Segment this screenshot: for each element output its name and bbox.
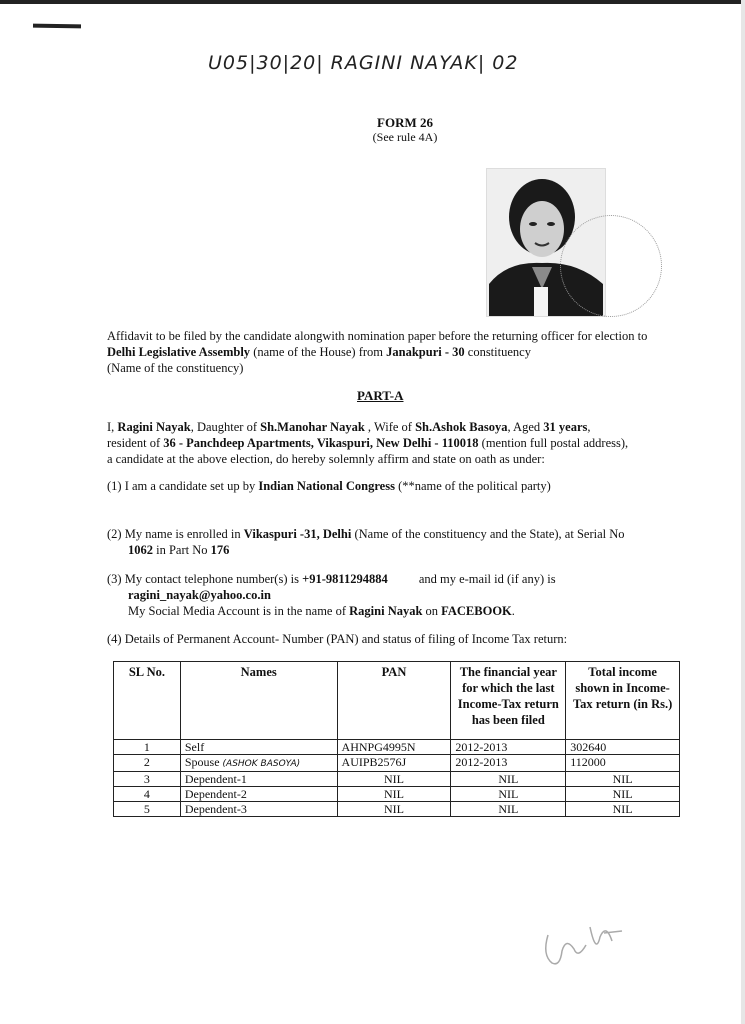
cell-year: NIL [451, 772, 566, 787]
part-a-heading: PART-A [357, 388, 404, 403]
form-rule: (See rule 4A) [372, 130, 438, 144]
cell-sl-no: 1 [114, 740, 181, 755]
cell-income: 302640 [566, 740, 680, 755]
phone-number: +91-9811294884 [302, 572, 388, 586]
item-text: (3) My contact telephone number(s) is [107, 572, 303, 586]
part-number: 176 [210, 543, 230, 557]
father-name: Sh.Manohar Nayak [260, 420, 365, 434]
cell-income: 112000 [566, 755, 680, 772]
table-row [114, 740, 680, 755]
table-row [114, 802, 680, 817]
cell-sl-no: 4 [114, 787, 181, 802]
header-names: Names [180, 662, 337, 740]
cell-year: 2012-2013 [451, 740, 566, 755]
candidate-name: Ragini Nayak [117, 420, 191, 434]
intro-text: Affidavit to be filed by the candidate alongwith nomination paper before the returning officer for election to [107, 329, 648, 343]
top-border [0, 0, 745, 4]
cell-pan: NIL [337, 787, 451, 802]
item-2 [107, 526, 672, 558]
cell-name: Self [180, 740, 337, 755]
header-sl-no: SL No. [114, 662, 181, 740]
intro-text: (name of the House) from [250, 345, 387, 359]
header-financial-year: The financial year for which the last Income-Tax return has been filed [451, 662, 566, 740]
enrolled-constituency: Vikaspuri -31, Delhi [243, 527, 352, 541]
cell-name: Dependent-3 [180, 802, 337, 817]
item-text: My Social Media Account is in the name of [128, 604, 350, 618]
cell-income: NIL [566, 802, 680, 817]
pan-table [113, 661, 680, 817]
cell-year: 2012-2013 [451, 755, 566, 772]
cell-year: NIL [451, 787, 566, 802]
cell-pan: NIL [337, 802, 451, 817]
cell-sl-no: 2 [114, 755, 181, 772]
item-text: (1) I am a candidate set up by [107, 479, 259, 493]
item-text: (Name of the constituency and the State), at Serial No [351, 527, 625, 541]
form-title: FORM 26 [377, 115, 433, 130]
item-text: and my e-mail id (if any) is [418, 572, 556, 586]
cell-pan: AUIPB2576J [337, 755, 451, 772]
item-text: on [422, 604, 442, 618]
cell-name: Dependent-2 [180, 787, 337, 802]
handwritten-spouse-note: (ASHOK BASOYA) [222, 759, 301, 769]
cell-pan: AHNPG4995N [337, 740, 451, 755]
declaration-text: , Daughter of [190, 420, 261, 434]
email-address: ragini_nayak@yahoo.co.in [128, 588, 271, 602]
cell-year: NIL [451, 802, 566, 817]
item-text: . [511, 604, 515, 618]
party-name: Indian National Congress [258, 479, 395, 493]
cell-name-text: Spouse [184, 755, 220, 769]
signature-scribble [540, 915, 630, 980]
item-3 [107, 571, 672, 619]
declaration-text: , [587, 420, 591, 434]
table-row [114, 755, 680, 772]
serial-number: 1062 [128, 543, 153, 557]
cell-income: NIL [566, 772, 680, 787]
item-text: (2) My name is enrolled in [107, 527, 244, 541]
declaration-text: a candidate at the above election, do hereby solemnly affirm and state on oath as under: [107, 452, 545, 466]
cell-sl-no: 3 [114, 772, 181, 787]
cell-pan: NIL [337, 772, 451, 787]
handwritten-reference: U05|30|20| RAGINI NAYAK| 02 [208, 52, 519, 74]
declaration-paragraph [107, 419, 672, 467]
declaration-text: , Wife of [364, 420, 416, 434]
cell-name [180, 755, 337, 772]
item-text: (**name of the political party) [394, 479, 551, 493]
table-row [114, 772, 680, 787]
right-edge [741, 0, 745, 1024]
official-stamp [560, 215, 662, 317]
scan-mark [33, 24, 81, 29]
table-header-row [114, 662, 680, 740]
house-name: Delhi Legislative Assembly [107, 345, 251, 359]
header-pan: PAN [337, 662, 451, 740]
declaration-text: , Aged [507, 420, 544, 434]
intro-paragraph [107, 328, 667, 376]
candidate-age: 31 years [543, 420, 588, 434]
header-total-income: Total income shown in Income-Tax return (in Rs.) [566, 662, 680, 740]
cell-sl-no: 5 [114, 802, 181, 817]
social-account-name: Ragini Nayak [349, 604, 423, 618]
item-4: (4) Details of Permanent Account- Number (PAN) and status of filing of Income Tax return: [107, 632, 568, 646]
declaration-text: (mention full postal address), [478, 436, 629, 450]
intro-text: constituency [464, 345, 531, 359]
table-row [114, 787, 680, 802]
social-site: FACEBOOK [441, 604, 512, 618]
declaration-text: resident of [107, 436, 164, 450]
item-text: in Part No [153, 543, 211, 557]
cell-income: NIL [566, 787, 680, 802]
constituency-name: Janakpuri - 30 [386, 345, 465, 359]
item-1 [107, 478, 672, 494]
declaration-text: I, [107, 420, 118, 434]
spouse-name: Sh.Ashok Basoya [415, 420, 508, 434]
intro-text: (Name of the constituency) [107, 361, 244, 375]
candidate-address: 36 - Panchdeep Apartments, Vikaspuri, New Delhi - 110018 [163, 436, 479, 450]
cell-name: Dependent-1 [180, 772, 337, 787]
